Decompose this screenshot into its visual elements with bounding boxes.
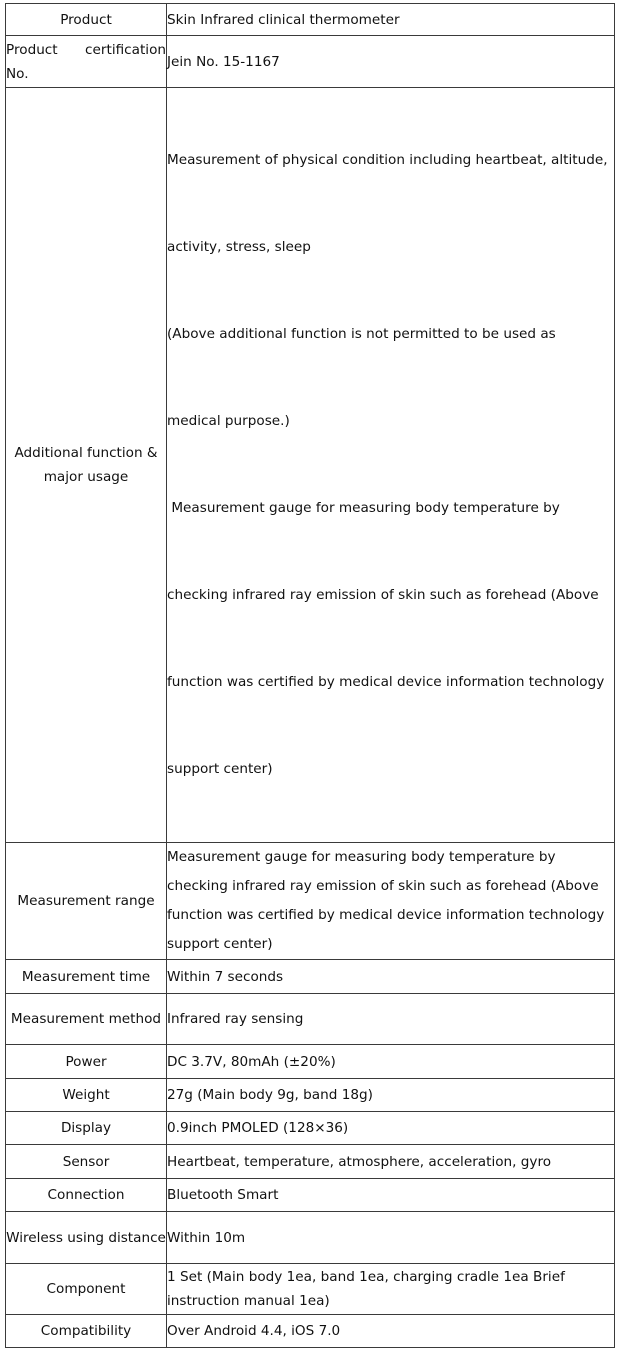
row-value — [167, 88, 615, 843]
table-row-compatibility — [6, 1315, 615, 1348]
value-line: 1 Set (Main body 1ea, band 1ea, charging cradle 1ea Brief — [167, 1269, 565, 1285]
table-row-measurement-time — [6, 960, 615, 994]
value-line: function was certified by medical device information technology — [167, 674, 605, 690]
row-value — [167, 994, 615, 1045]
value-line: function was certified by medical device information technology — [167, 907, 605, 923]
table-row-power — [6, 1045, 615, 1079]
value-line: Measurement gauge for measuring body temperature by — [167, 500, 560, 516]
value-line: DC 3.7V, 80mAh (±20%) — [167, 1053, 336, 1070]
table-row-display — [6, 1112, 615, 1145]
row-value — [167, 1264, 615, 1315]
value-line: instruction manual 1ea) — [167, 1293, 330, 1309]
table-row-additional-function — [6, 88, 615, 843]
table-row-component — [6, 1264, 615, 1315]
row-label: Measurement range — [6, 843, 167, 960]
table-row-measurement-method — [6, 994, 615, 1045]
value-line: Infrared ray sensing — [167, 1011, 304, 1027]
row-label: Measurement time — [6, 960, 167, 994]
row-label: Component — [6, 1264, 167, 1315]
table-row-wireless-distance — [6, 1212, 615, 1264]
value-line: checking infrared ray emission of skin such as forehead (Above — [167, 587, 599, 603]
row-label: Compatibility — [6, 1315, 167, 1348]
value-line: support center) — [167, 761, 273, 777]
row-value — [167, 1145, 615, 1179]
row-value — [167, 960, 615, 994]
row-value — [167, 36, 615, 88]
value-line: Skin Infrared clinical thermometer — [167, 11, 400, 28]
value-line: Bluetooth Smart — [167, 1187, 279, 1203]
row-label: Wireless using distance — [6, 1212, 167, 1264]
table-row-sensor — [6, 1145, 615, 1179]
value-line: Heartbeat, temperature, atmosphere, acceleration, gyro — [167, 1153, 552, 1170]
value-line: Within 7 seconds — [167, 968, 284, 985]
row-label: Additional function & major usage — [6, 88, 167, 843]
row-value — [167, 1179, 615, 1212]
value-line: (Above additional function is not permitted to be used as — [167, 326, 556, 342]
row-value — [167, 1212, 615, 1264]
value-line: checking infrared ray emission of skin such as forehead (Above — [167, 878, 599, 894]
value-line: Over Android 4.4, iOS 7.0 — [167, 1323, 341, 1339]
table-row-weight — [6, 1079, 615, 1112]
table-row-product — [6, 4, 615, 36]
value-line: Jein No. 15-1167 — [167, 53, 280, 70]
row-label: Display — [6, 1112, 167, 1145]
value-line: Within 10m — [167, 1229, 246, 1246]
row-value — [167, 1315, 615, 1348]
row-label: Power — [6, 1045, 167, 1079]
row-value — [167, 1045, 615, 1079]
table-row-connection — [6, 1179, 615, 1212]
row-value — [167, 4, 615, 36]
row-label: Connection — [6, 1179, 167, 1212]
table-row-certification — [6, 36, 615, 88]
value-line: medical purpose.) — [167, 413, 290, 429]
value-line: 0.9inch PMOLED (128×36) — [167, 1120, 349, 1136]
row-label: Product certification No. — [6, 36, 167, 88]
row-value — [167, 843, 615, 960]
row-label: Sensor — [6, 1145, 167, 1179]
row-value — [167, 1112, 615, 1145]
row-label: Product — [6, 4, 167, 36]
value-line: support center) — [167, 936, 273, 952]
row-label: Weight — [6, 1079, 167, 1112]
value-line: Measurement gauge for measuring body temperature by — [167, 849, 556, 865]
row-label: Measurement method — [6, 994, 167, 1045]
value-line: Measurement of physical condition including heartbeat, altitude, — [167, 152, 608, 168]
table-row-measurement-range — [6, 843, 615, 960]
value-line: 27g (Main body 9g, band 18g) — [167, 1087, 373, 1103]
row-value — [167, 1079, 615, 1112]
spec-table — [5, 3, 615, 1348]
value-line: activity, stress, sleep — [167, 239, 311, 255]
